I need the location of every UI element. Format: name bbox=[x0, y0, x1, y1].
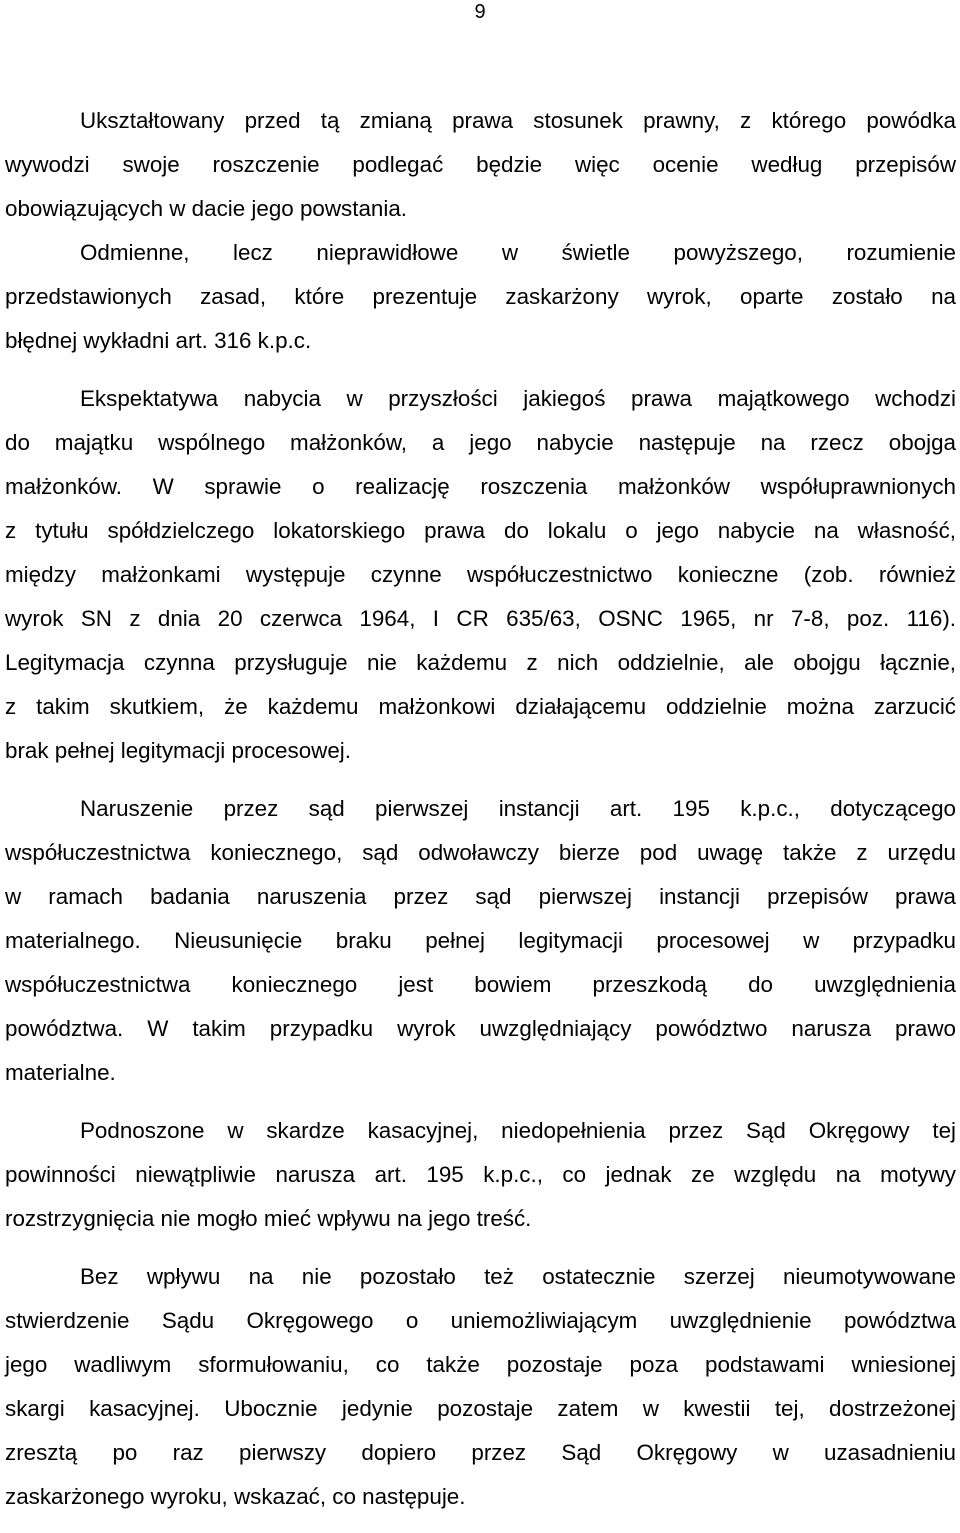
paragraph bbox=[5, 377, 956, 773]
paragraph bbox=[5, 231, 956, 363]
text-line: rozstrzygnięcia nie mogło mieć wpływu na jego treść. bbox=[5, 1206, 532, 1231]
paragraph bbox=[5, 99, 956, 231]
text-line: współuczestnictwa koniecznego jest bowiem przeszkodą do uwzględnienia bbox=[5, 972, 956, 997]
text-line: stwierdzenie Sądu Okręgowego o uniemożliwiającym uwzględnienie powództwa bbox=[5, 1308, 956, 1333]
text-line: Odmienne, lecz nieprawidłowe w świetle powyższego, rozumienie bbox=[80, 240, 956, 265]
text-line: Naruszenie przez sąd pierwszej instancji art. 195 k.p.c., dotyczącego bbox=[80, 796, 956, 821]
paragraph bbox=[5, 1255, 956, 1519]
text-line: z takim skutkiem, że każdemu małżonkowi działającemu oddzielnie można zarzucić bbox=[5, 694, 956, 719]
text-line: małżonków. W sprawie o realizację roszczenia małżonków współuprawnionych bbox=[5, 474, 956, 499]
text-line: zresztą po raz pierwszy dopiero przez Sąd Okręgowy w uzasadnieniu bbox=[5, 1440, 956, 1465]
text-line: materialne. bbox=[5, 1060, 116, 1085]
document-body bbox=[5, 99, 956, 1519]
text-line: współuczestnictwa koniecznego, sąd odwoławczy bierze pod uwagę także z urzędu bbox=[5, 840, 956, 865]
paragraph bbox=[5, 1109, 956, 1241]
text-line: powództwa. W takim przypadku wyrok uwzględniający powództwo narusza prawo bbox=[5, 1016, 956, 1041]
text-line: zaskarżonego wyroku, wskazać, co następuje. bbox=[5, 1484, 466, 1509]
page-number: 9 bbox=[474, 1, 486, 23]
text-line: obowiązujących w dacie jego powstania. bbox=[5, 196, 408, 221]
text-line: wyrok SN z dnia 20 czerwca 1964, I CR 635/63, OSNC 1965, nr 7-8, poz. 116). bbox=[5, 606, 956, 631]
text-line: między małżonkami występuje czynne współuczestnictwo konieczne (zob. również bbox=[5, 562, 956, 587]
text-line: Podnoszone w skardze kasacyjnej, niedopełnienia przez Sąd Okręgowy tej bbox=[80, 1118, 956, 1143]
text-line: Bez wpływu na nie pozostało też ostatecznie szerzej nieumotywowane bbox=[80, 1264, 956, 1289]
text-line: jego wadliwym sformułowaniu, co także pozostaje poza podstawami wniesionej bbox=[5, 1352, 956, 1377]
text-line: Ukształtowany przed tą zmianą prawa stosunek prawny, z którego powódka bbox=[80, 108, 956, 133]
text-line: przedstawionych zasad, które prezentuje zaskarżony wyrok, oparte zostało na bbox=[5, 284, 956, 309]
text-line: skargi kasacyjnej. Ubocznie jedynie pozostaje zatem w kwestii tej, dostrzeżonej bbox=[5, 1396, 956, 1421]
paragraph-spacer bbox=[5, 1095, 956, 1109]
text-line: brak pełnej legitymacji procesowej. bbox=[5, 738, 351, 763]
paragraph-spacer bbox=[5, 363, 956, 377]
text-line: powinności niewątpliwie narusza art. 195 k.p.c., co jednak ze względu na motywy bbox=[5, 1162, 956, 1187]
text-line: do majątku wspólnego małżonków, a jego nabycie następuje na rzecz obojga bbox=[5, 430, 956, 455]
text-line: Ekspektatywa nabycia w przyszłości jakiegoś prawa majątkowego wchodzi bbox=[80, 386, 956, 411]
text-line: materialnego. Nieusunięcie braku pełnej legitymacji procesowej w przypadku bbox=[5, 928, 956, 953]
paragraph bbox=[5, 787, 956, 1095]
text-line: błędnej wykładni art. 316 k.p.c. bbox=[5, 328, 312, 353]
text-line: w ramach badania naruszenia przez sąd pierwszej instancji przepisów prawa bbox=[5, 884, 956, 909]
text-line: Legitymacja czynna przysługuje nie każdemu z nich oddzielnie, ale obojgu łącznie, bbox=[5, 650, 956, 675]
text-line: z tytułu spółdzielczego lokatorskiego prawa do lokalu o jego nabycie na własność, bbox=[5, 518, 956, 543]
paragraph-spacer bbox=[5, 1241, 956, 1255]
text-line: wywodzi swoje roszczenie podlegać będzie więc ocenie według przepisów bbox=[5, 152, 956, 177]
paragraph-spacer bbox=[5, 773, 956, 787]
